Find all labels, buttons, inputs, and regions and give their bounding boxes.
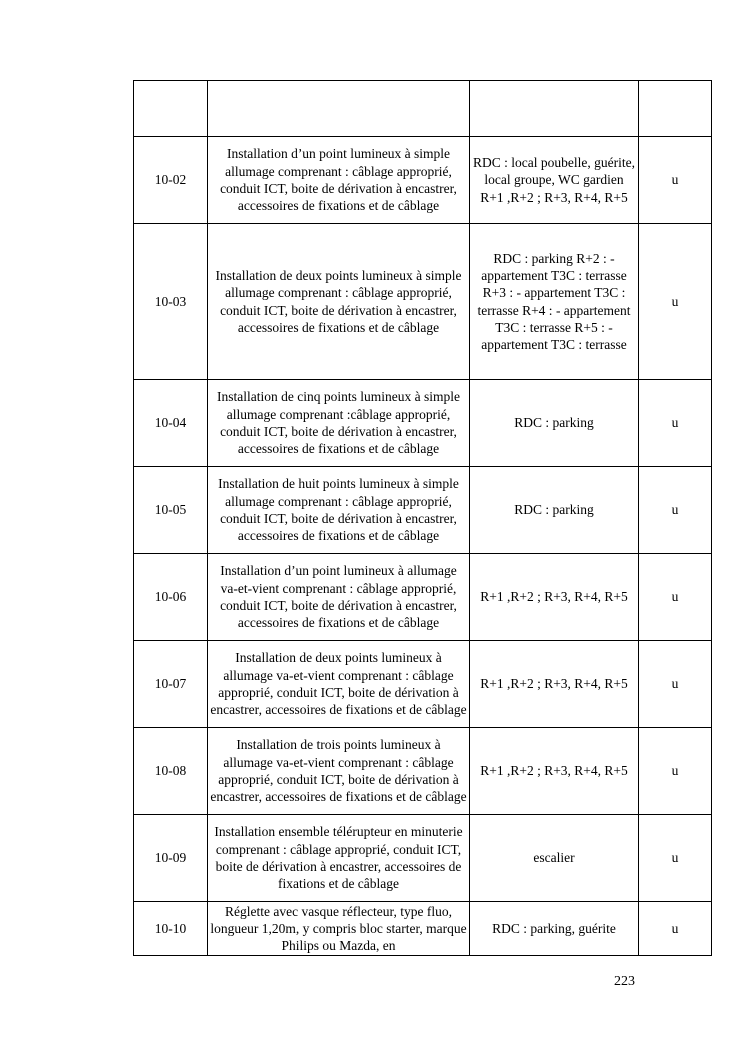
page-number: 223 <box>614 974 635 989</box>
item-description-text: Réglette avec vasque réflecteur, type fluo, longueur 1,20m, y compris bloc starter, marque Philips ou Mazda, en <box>210 903 467 954</box>
item-code: 10-07 <box>134 641 208 728</box>
table-row <box>134 815 712 902</box>
item-description: Installation de huit points lumineux à simple allumage comprenant : câblage approprié, conduit ICT, boite de dérivation à encastrer, accessoires de fixations et de câblage <box>208 467 470 554</box>
item-description: Installation d’un point lumineux à simple allumage comprenant : câblage approprié, conduit ICT, boite de dérivation à encastrer, accessoires de fixations et de câblage <box>208 137 470 224</box>
item-unit: u <box>639 641 712 728</box>
item-unit: u <box>639 554 712 641</box>
item-code: 10-10 <box>134 902 208 956</box>
table-header-row <box>134 81 712 137</box>
item-unit: u <box>639 137 712 224</box>
item-description: Installation ensemble télérupteur en minuterie comprenant : câblage approprié, conduit ICT, boite de dérivation à encastrer, accessoires de fixations et de câblage <box>208 815 470 902</box>
item-code: 10-03 <box>134 224 208 380</box>
item-location: R+1 ,R+2 ; R+3, R+4, R+5 <box>470 728 639 815</box>
item-location: escalier <box>470 815 639 902</box>
item-code: 10-02 <box>134 137 208 224</box>
item-description: Installation d’un point lumineux à allumage va-et-vient comprenant : câblage approprié, conduit ICT, boite de dérivation à encastrer, accessoires de fixations et de câblage <box>208 554 470 641</box>
item-location: RDC : parking R+2 : - appartement T3C : terrasse R+3 : - appartement T3C : terrasse R+4 : - appartement T3C : terrasse R+5 : - appartement T3C : terrasse <box>470 224 639 380</box>
item-description <box>208 902 470 956</box>
item-location: RDC : parking, guérite <box>470 902 639 956</box>
header-cell-unit <box>639 81 712 137</box>
item-location: RDC : parking <box>470 467 639 554</box>
header-cell-location <box>470 81 639 137</box>
table-row <box>134 137 712 224</box>
table-row <box>134 467 712 554</box>
item-description: Installation de cinq points lumineux à simple allumage comprenant :câblage approprié, conduit ICT, boite de dérivation à encastrer, accessoires de fixations et de câblage <box>208 380 470 467</box>
header-cell-description <box>208 81 470 137</box>
item-location: R+1 ,R+2 ; R+3, R+4, R+5 <box>470 554 639 641</box>
item-description: Installation de deux points lumineux à allumage va-et-vient comprenant : câblage approprié, conduit ICT, boite de dérivation à encastrer, accessoires de fixations et de câblage <box>208 641 470 728</box>
item-description: Installation de trois points lumineux à allumage va-et-vient comprenant : câblage approprié, conduit ICT, boite de dérivation à encastrer, accessoires de fixations et de câblage <box>208 728 470 815</box>
item-unit: u <box>639 380 712 467</box>
item-unit: u <box>639 815 712 902</box>
item-unit: u <box>639 467 712 554</box>
table-row <box>134 554 712 641</box>
table-row <box>134 902 712 956</box>
item-unit: u <box>639 728 712 815</box>
item-code: 10-05 <box>134 467 208 554</box>
table-row <box>134 380 712 467</box>
item-location: R+1 ,R+2 ; R+3, R+4, R+5 <box>470 641 639 728</box>
item-unit: u <box>639 224 712 380</box>
header-cell-code <box>134 81 208 137</box>
item-location: RDC : parking <box>470 380 639 467</box>
item-code: 10-09 <box>134 815 208 902</box>
item-description: Installation de deux points lumineux à simple allumage comprenant : câblage approprié, conduit ICT, boite de dérivation à encastrer, accessoires de fixations et de câblage <box>208 224 470 380</box>
item-location: RDC : local poubelle, guérite, local groupe, WC gardien R+1 ,R+2 ; R+3, R+4, R+5 <box>470 137 639 224</box>
item-code: 10-04 <box>134 380 208 467</box>
item-unit: u <box>639 902 712 956</box>
item-code: 10-08 <box>134 728 208 815</box>
specification-table <box>133 80 712 956</box>
table-row <box>134 641 712 728</box>
table-row <box>134 728 712 815</box>
table-row <box>134 224 712 380</box>
item-code: 10-06 <box>134 554 208 641</box>
